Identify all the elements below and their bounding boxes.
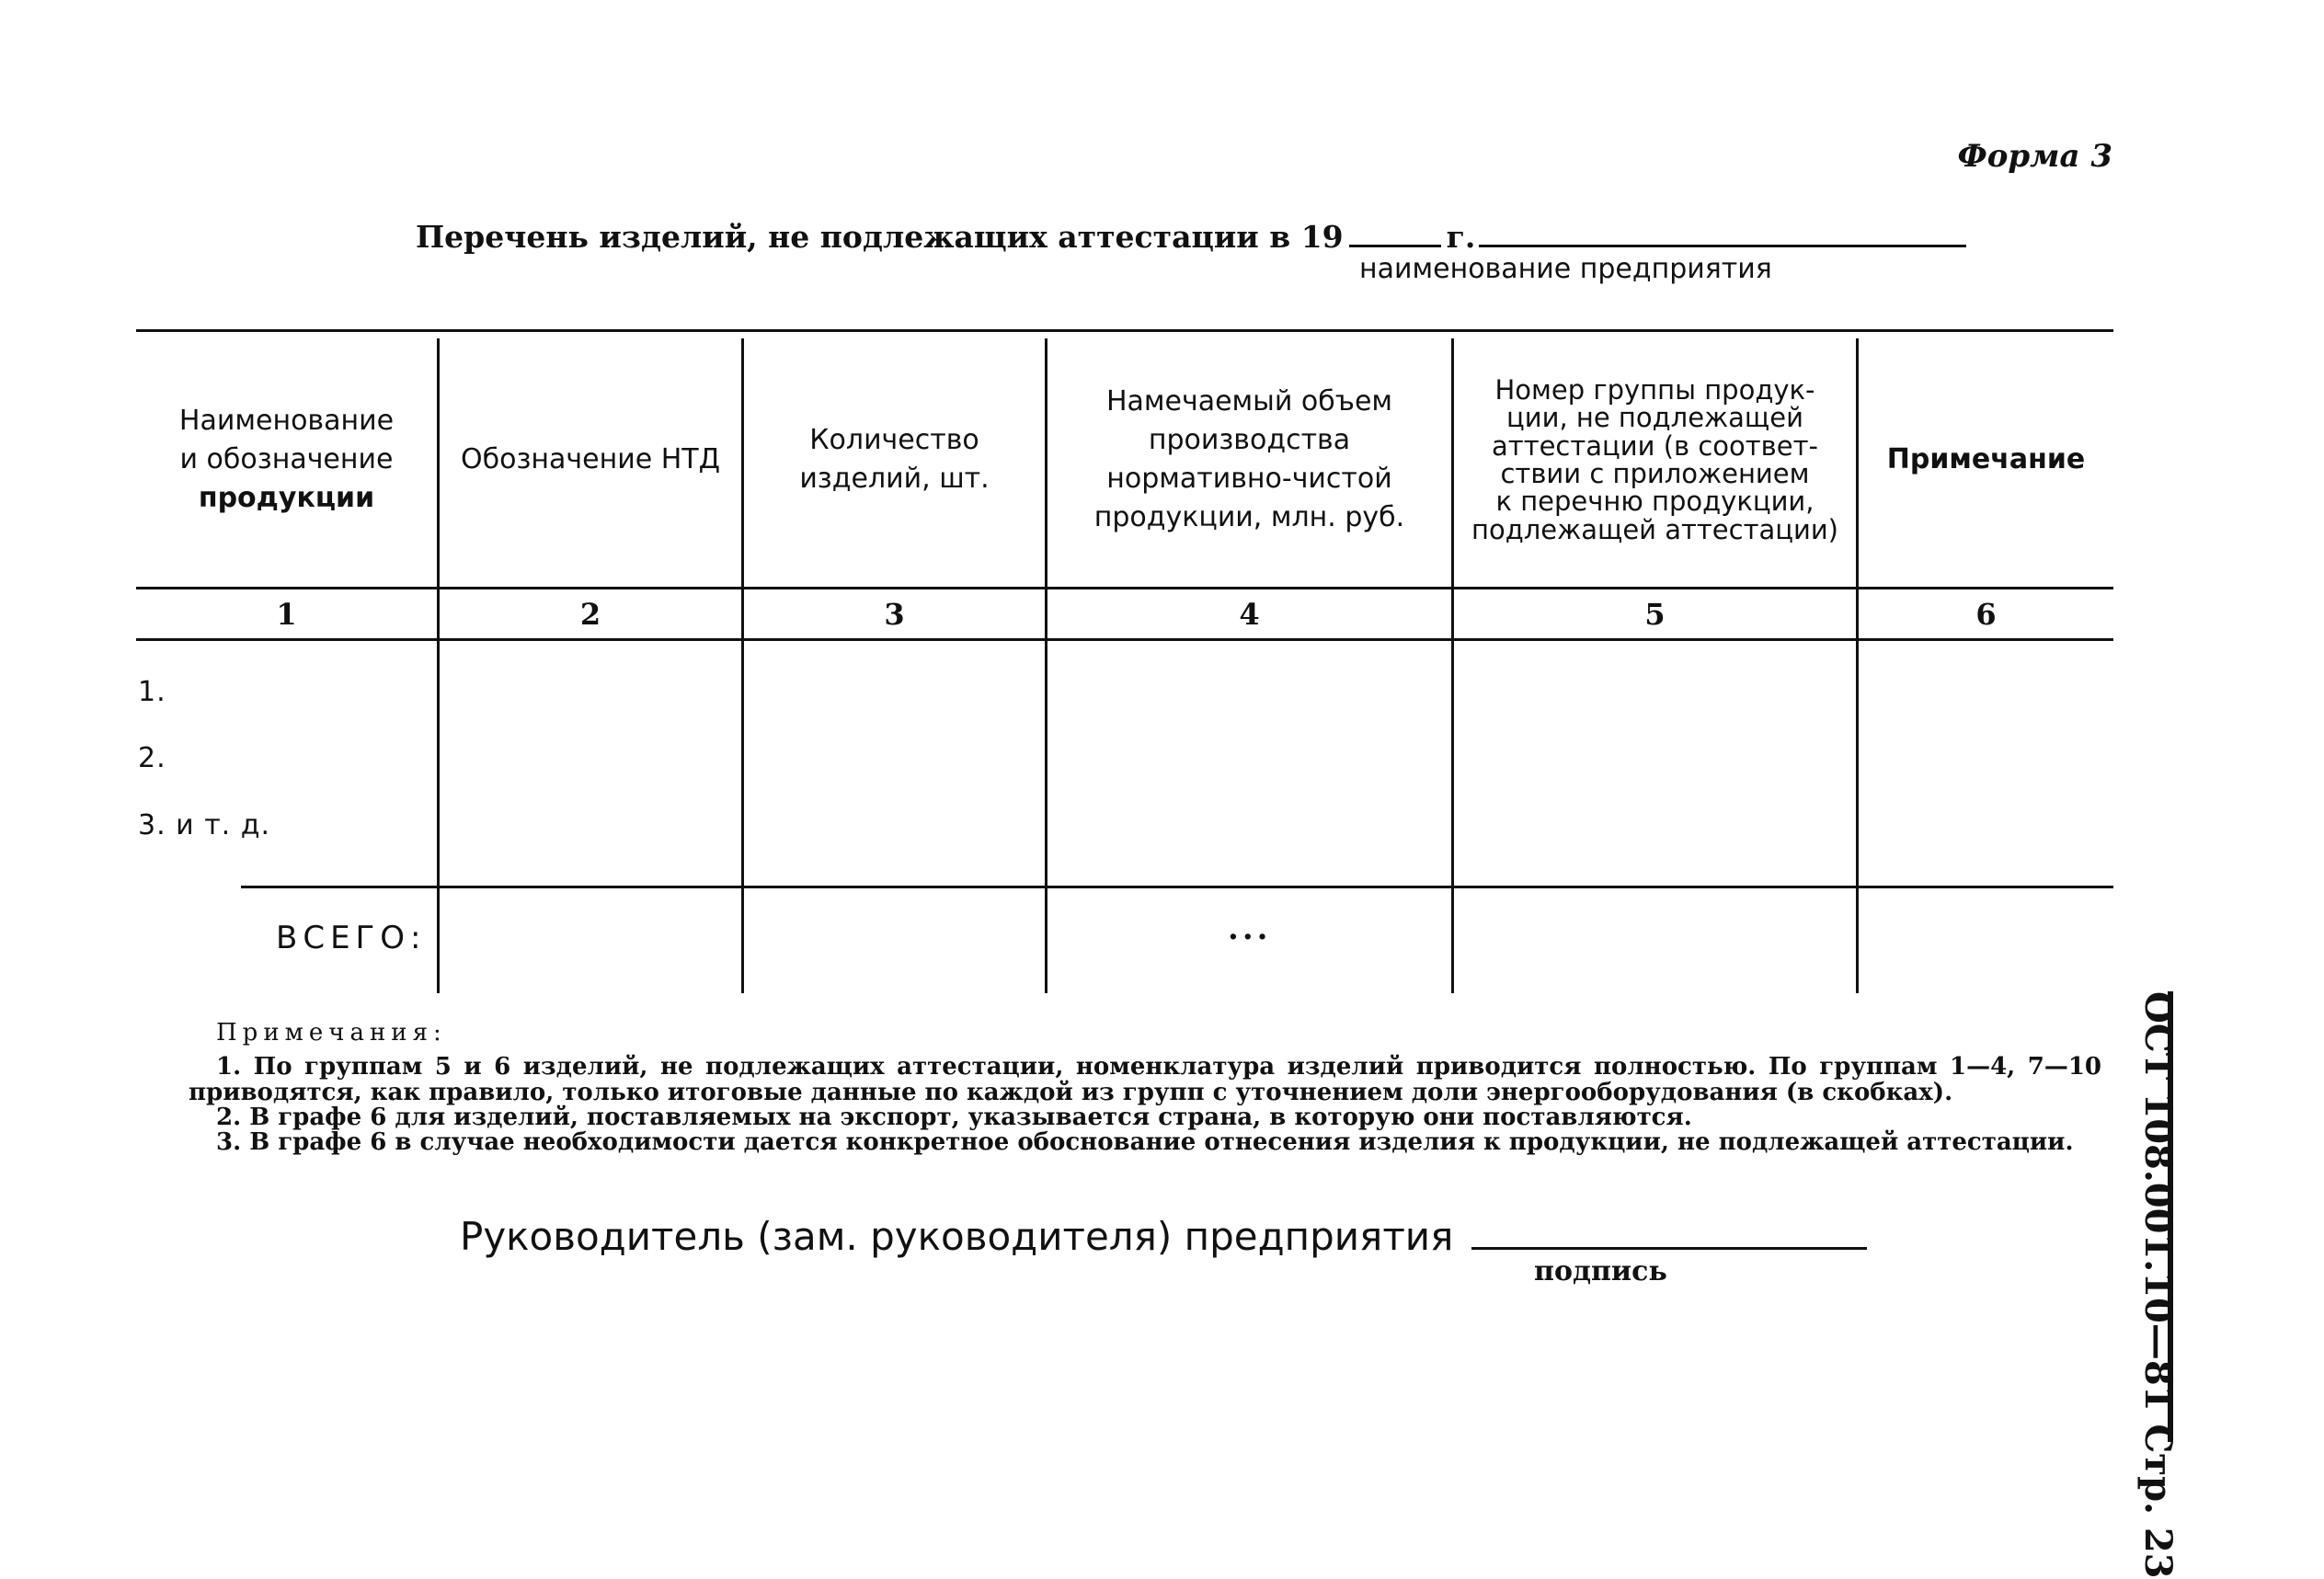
note-item-1: 1. По группам 5 и 6 изделий, не подлежащих аттестации, номенклатура изделий приводится полностью. По группам 1—4, 7—10 приводятся, как правило, только итоговые данные по каждой из групп с уточнением доли энергооборудования (в скобках). [189, 1053, 2101, 1106]
header-col-3-line: Количество [809, 424, 979, 456]
header-col-5-line: аттестации (в соответ- [1492, 429, 1818, 462]
signature-caption: подпись [1534, 1255, 1667, 1287]
total-dots: ... [1228, 910, 1272, 947]
total-label: ВСЕГО: [276, 920, 427, 956]
column-number-2: 2 [579, 597, 601, 632]
row-label-1: 1. [138, 676, 166, 708]
table-top-rule [136, 329, 2113, 332]
year-blank [1349, 245, 1441, 247]
total-top-rule [241, 886, 2113, 888]
signature-blank [1471, 1247, 1867, 1250]
side-stamp: ОСТ 108.001.10—81 Стр. 23 [2136, 991, 2180, 1579]
title-year-suffix: г. [1446, 219, 1476, 255]
header-col-4-line: Намечаемый объем [1105, 385, 1393, 418]
notes-section [189, 1021, 2101, 1155]
header-col-6 [1859, 333, 2113, 587]
header-col-1-line: и обозначение [179, 443, 394, 475]
header-col-5 [1454, 333, 1856, 587]
header-col-2 [440, 333, 741, 587]
notes-heading: Примечания: [216, 1019, 447, 1047]
signature-line [460, 1214, 1867, 1259]
header-col-4-line: производства [1148, 424, 1351, 456]
column-number-6: 6 [1975, 597, 1997, 632]
enterprise-blank [1479, 245, 1966, 247]
column-number-4: 4 [1239, 597, 1260, 632]
header-col-3 [744, 333, 1045, 587]
header-col-1-line: продукции [198, 482, 375, 514]
row-label-2: 2. [138, 742, 166, 774]
note-item-2: 2. В графе 6 для изделий, поставляемых на экспорт, указывается страна, в которую они поставляются. [216, 1103, 1692, 1131]
form-label: Форма 3 [1957, 138, 2112, 175]
header-col-1 [136, 333, 437, 587]
note-item-3: 3. В графе 6 в случае необходимости дается конкретное обоснование отнесения изделия к продукции, не подлежащей аттестации. [216, 1128, 2074, 1157]
column-number-3: 3 [884, 597, 905, 632]
signature-label: Руководитель (зам. руководителя) предприятия [460, 1214, 1454, 1259]
header-col-6-line: Примечание [1886, 443, 2086, 475]
header-col-3-line: изделий, шт. [799, 463, 990, 495]
row-label-3: 3. и т. д. [138, 809, 271, 841]
header-col-5-line: к перечню продукции, [1495, 486, 1815, 518]
header-col-4-line: нормативно-чистой [1106, 463, 1392, 495]
column-number-5: 5 [1644, 597, 1666, 632]
title-prefix: Перечень изделий, не подлежащих аттестации в 19 [416, 219, 1344, 255]
document-title [416, 219, 1966, 255]
header-col-5-line: подлежащей аттестации) [1471, 513, 1838, 545]
header-col-4-line: продукции, млн. руб. [1093, 501, 1405, 533]
enterprise-caption: наименование предприятия [1359, 253, 1772, 285]
header-col-5-line: Номер группы продук- [1494, 373, 1815, 406]
header-col-4 [1048, 333, 1451, 587]
header-bottom-rule [136, 587, 2113, 589]
column-number-1: 1 [276, 597, 297, 632]
header-col-5-line: ствии с приложением [1500, 458, 1810, 489]
header-col-5-line: ции, не подлежащей [1506, 402, 1803, 434]
header-col-2-line: Обозначение НТД [460, 443, 721, 475]
header-col-1-line: Наименование [178, 405, 395, 437]
numbers-bottom-rule [136, 638, 2113, 641]
